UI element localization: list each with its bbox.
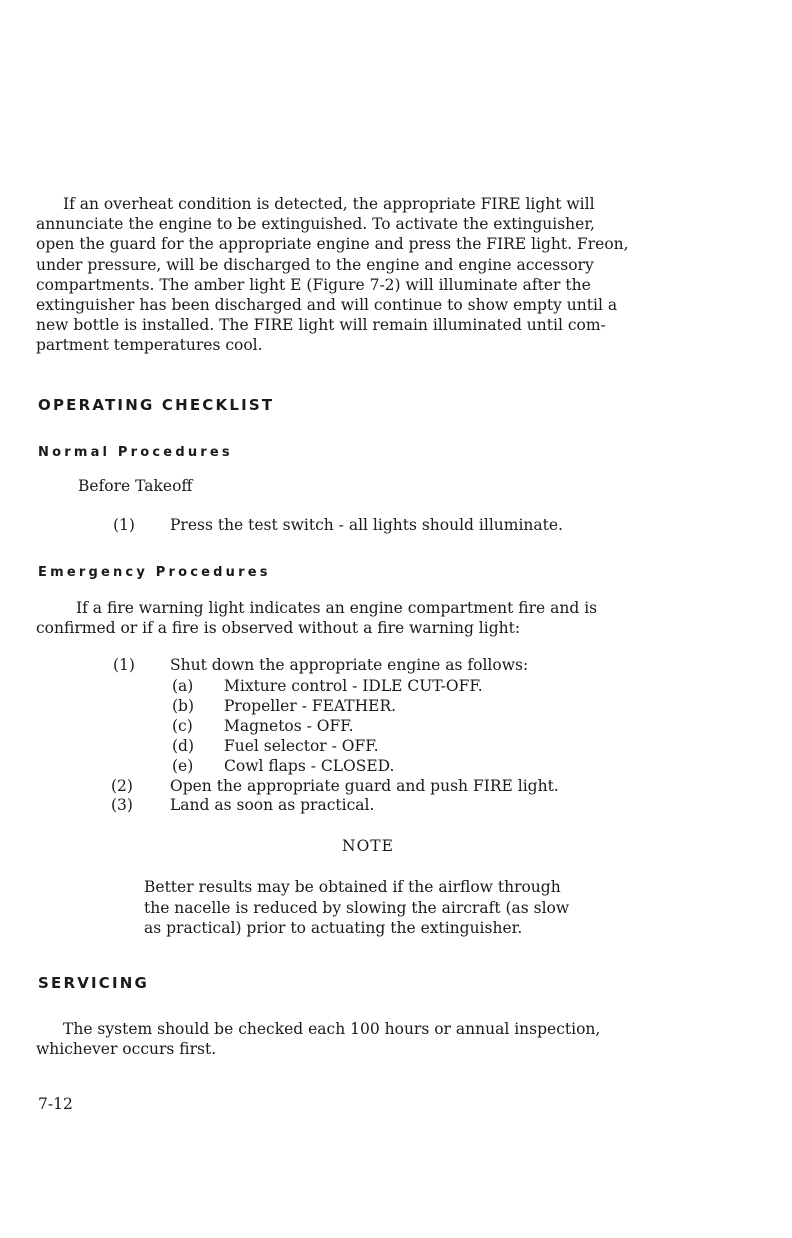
substep-text: Propeller - FEATHER. — [224, 697, 397, 715]
servicing-heading: SERVICING — [38, 974, 150, 992]
step-number: (3) — [111, 796, 133, 814]
substep-text: Cowl flaps - CLOSED. — [224, 757, 395, 775]
note-title: NOTE — [342, 837, 394, 855]
step-text: Open the appropriate guard and push FIRE light. — [170, 777, 559, 795]
servicing-paragraph — [36, 1019, 716, 1059]
operating-checklist-heading: OPERATING CHECKLIST — [38, 396, 275, 414]
step-number: (1) — [113, 656, 135, 674]
substep-letter: (b) — [172, 697, 195, 715]
text-line: If a fire warning light indicates an engine compartment fire and is — [76, 599, 598, 617]
text-line: under pressure, will be discharged to the engine and engine accessory — [36, 255, 594, 274]
text-line: as practical) prior to actuating the extinguisher. — [144, 919, 523, 937]
normal-procedures-heading: Normal Procedures — [38, 445, 233, 460]
step-number: (2) — [111, 777, 133, 795]
text-line: new bottle is installed. The FIRE light will remain illuminated until com- — [36, 316, 606, 335]
text-line: confirmed or if a fire is observed without a fire warning light: — [36, 619, 521, 638]
substep-text: Magnetos - OFF. — [224, 717, 354, 735]
step-text: Land as soon as practical. — [170, 796, 375, 814]
step-number: (1) — [113, 516, 135, 534]
substep-letter: (a) — [172, 677, 194, 695]
text-line: whichever occurs first. — [36, 1040, 217, 1059]
intro-paragraph — [36, 194, 716, 356]
substep-letter: (d) — [172, 737, 195, 755]
text-line: The system should be checked each 100 hours or annual inspection, — [63, 1020, 601, 1038]
text-line: partment temperatures cool. — [36, 336, 263, 355]
text-line: Better results may be obtained if the airflow through — [144, 878, 561, 896]
text-line: compartments. The amber light E (Figure 7-2) will illuminate after the — [36, 275, 591, 294]
page-number: 7-12 — [38, 1095, 73, 1113]
substep-letter: (c) — [172, 717, 193, 735]
note-body — [144, 877, 569, 939]
text-line: annunciate the engine to be extinguished. To activate the extinguisher, — [36, 215, 595, 234]
text-line: the nacelle is reduced by slowing the aircraft (as slow — [144, 898, 570, 917]
step-text: Press the test switch - all lights should illuminate. — [170, 516, 563, 534]
text-line: If an overheat condition is detected, the appropriate FIRE light will — [63, 195, 595, 213]
substep-text: Mixture control - IDLE CUT-OFF. — [224, 677, 483, 695]
substep-text: Fuel selector - OFF. — [224, 737, 379, 755]
text-line: open the guard for the appropriate engine and press the FIRE light. Freon, — [36, 235, 629, 254]
emergency-procedures-heading: Emergency Procedures — [38, 565, 271, 580]
emergency-intro-paragraph — [36, 598, 716, 638]
substep-letter: (e) — [172, 757, 194, 775]
text-line: extinguisher has been discharged and will continue to show empty until a — [36, 296, 618, 315]
before-takeoff-label: Before Takeoff — [78, 477, 193, 495]
step-text: Shut down the appropriate engine as follows: — [170, 656, 529, 674]
